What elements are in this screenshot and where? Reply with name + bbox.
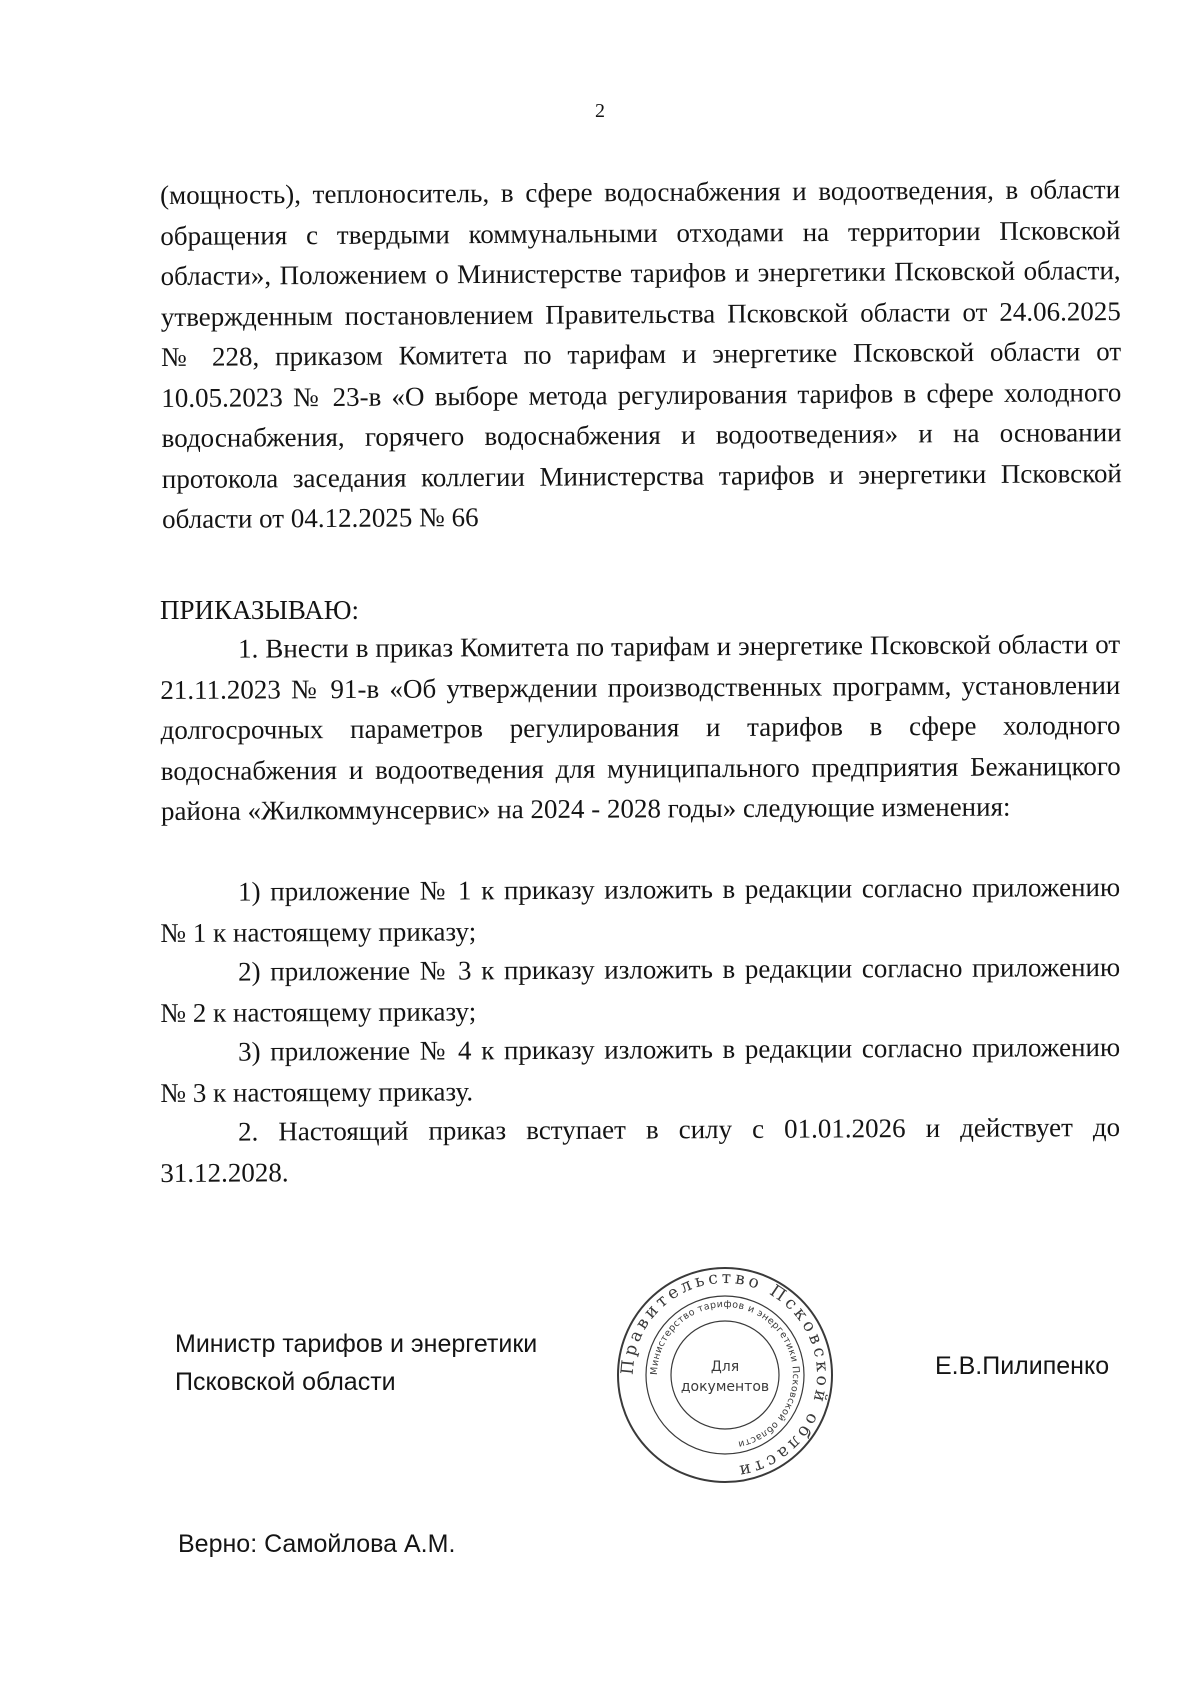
subpoint-3: 3) приложение № 4 к приказу изложить в редакции согласно приложению № 3 к настоящему приказу.	[160, 1031, 1121, 1108]
point-1-paragraph: 1. Внести в приказ Комитета по тарифам и энергетике Псковской области от 21.11.2023 № 91-в «Об утверждении производственных программ, установлении долгосрочных параметров регулирования и тарифов в сфере холодного водоснабжения и водоотведения для муниципального предприятия Бежаницкого района «Жилкоммунсервис» на 2024 - 2028 годы» следующие изменения:	[160, 628, 1121, 826]
point-2-paragraph: 2. Настоящий приказ вступает в силу с 01.01.2026 и действует до 31.12.2028.	[160, 1111, 1121, 1188]
subpoint-1: 1) приложение № 1 к приказу изложить в редакции согласно приложению № 1 к настоящему приказу;	[160, 871, 1121, 948]
signatory-title-line-2: Псковской области	[175, 1368, 396, 1396]
stamp-center-line-2: документов	[680, 1379, 770, 1395]
stamp-center-line-1: Для	[710, 1359, 740, 1375]
stamp-outer-text: Правительство Псковской области	[617, 1267, 833, 1482]
verified-by-line: Верно: Самойлова А.М.	[178, 1530, 456, 1558]
signatory-name: Е.В.Пилипенко	[935, 1352, 1110, 1380]
stamp-inner-text: Министерство тарифов и энергетики Псковской области	[648, 1298, 802, 1450]
page-number: 2	[595, 100, 605, 122]
order-word: ПРИКАЗЫВАЮ:	[160, 595, 359, 625]
subpoint-2: 2) приложение № 3 к приказу изложить в редакции согласно приложению № 2 к настоящему приказу;	[160, 951, 1121, 1028]
official-stamp	[615, 1265, 835, 1485]
signatory-title	[175, 1325, 595, 1401]
intro-paragraph: (мощность), теплоноситель, в сфере водоснабжения и водоотведения, в области обращения с твердыми коммунальными отходами на территории Псковской области», Положением о Министерстве тарифов и энергетики Псковской области, утвержденным постановлением Правительства Псковской области от 24.06.2025 № 228, приказом Комитета по тарифам и энергетике Псковской области от 10.05.2023 № 23-в «О выборе метода регулирования тарифов в сфере холодного водоснабжения, горячего водоснабжения и водоотведения» и на основании протокола заседания коллегии Министерства тарифов и энергетики Псковской области от 04.12.2025 № 66	[160, 174, 1122, 534]
signatory-title-line-1: Министр тарифов и энергетики	[175, 1330, 538, 1358]
